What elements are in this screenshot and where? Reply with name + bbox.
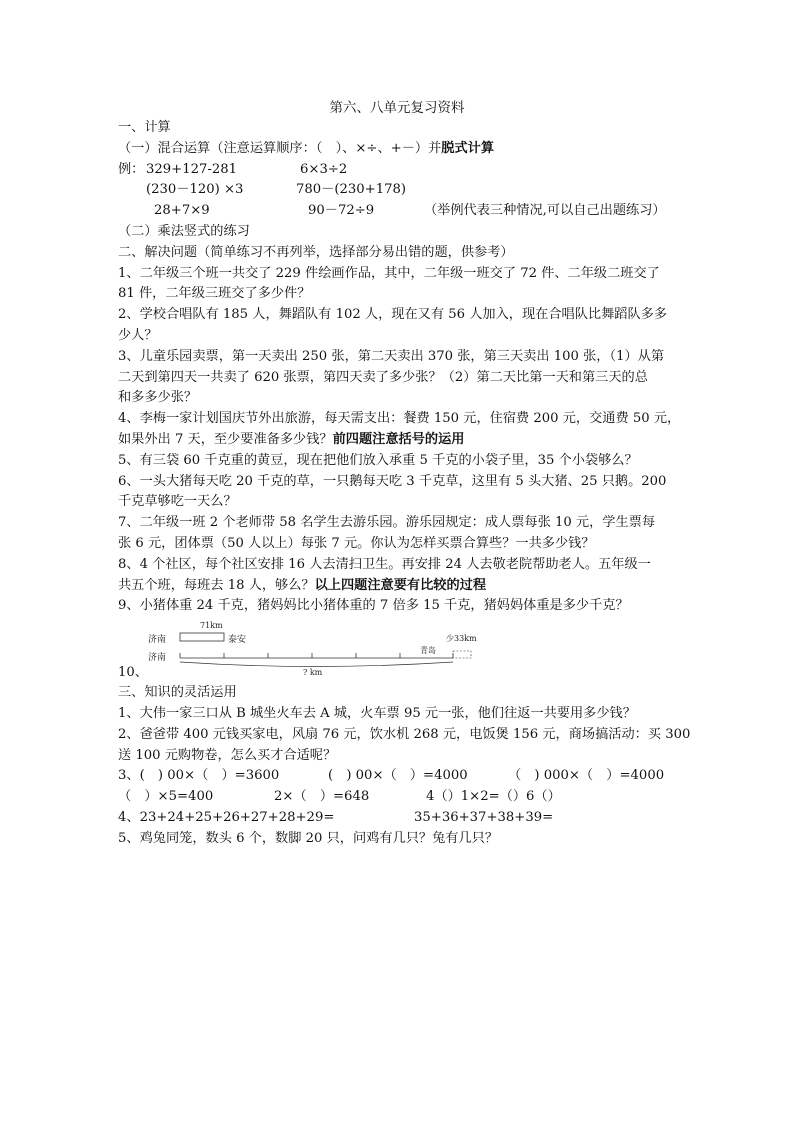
q3-item-5: 2×（ ）=648 (274, 789, 370, 805)
problem-6b: 千克草够吃一天么？ (118, 494, 237, 510)
q3-item-3: （ ) 000×（ ）=4000 (508, 768, 665, 784)
problem-10-diagram (118, 617, 678, 679)
label-total-km: ? km (303, 668, 323, 678)
q2b: 送 100 元购物卷，怎么买才合适呢？ (118, 747, 337, 763)
example-label: 例： (118, 161, 145, 177)
problem-6a: 6、一头大猪每天吃 20 千克的草，一只鹅每天吃 3 千克草，这里有 5 头大猪、25 只鹅。200 (118, 473, 667, 489)
example-4: 780－(230+178) (296, 182, 407, 198)
label-less-33km: 少33km (446, 634, 477, 644)
example-note: （举例代表三种情况,可以自己出题练习） (424, 203, 666, 219)
problem-4b (118, 430, 678, 451)
q3-row-2 (118, 787, 678, 808)
label-jinan-bottom: 济南 (148, 653, 167, 664)
problem-1a: 1、二年级三个班一共交了 229 件绘画作品，其中，二年级一班交了 72 件、二年级二班交了 (118, 265, 660, 281)
problem-8b-note: 以上四题注意要有比较的过程 (314, 577, 487, 593)
segment-less-33km (453, 651, 471, 658)
q3-item-2: ( ) 00×（ ）=4000 (328, 768, 468, 784)
q4-item-1: 4、23+24+25+26+27+28+29= (118, 809, 335, 825)
label-qingdao: 青岛 (420, 646, 436, 656)
problem-4b-text: 如果外出 7 天，至少要准备多少钱？ (118, 431, 333, 447)
problem-4b-note: 前四题注意括号的运用 (332, 431, 465, 447)
section-1-heading: 一、计算 (118, 120, 171, 135)
q3-item-6: 4（）1×2=（）6（） (426, 789, 561, 805)
q4-row (118, 808, 678, 829)
q3-row-1 (118, 766, 678, 787)
label-jinan-top: 济南 (148, 635, 167, 646)
q3-item-1: 3、( ) 00×（ ）=3600 (118, 768, 280, 784)
brace-total (180, 662, 453, 667)
example-3: (230－120) ×3 (146, 182, 244, 198)
problem-7b: 张 6 元，团体票（50 人以上）每张 7 元。你认为怎样买票合算些？一共多少钱？ (118, 535, 595, 551)
problem-7a: 7、二年级一班 2 个老师带 58 名学生去游乐园。游乐园规定：成人票每张 10 元，学生票每 (118, 515, 656, 531)
problem-8a: 8、4 个社区，每个社区安排 16 人去清扫卫生。再安排 24 人去敬老院帮助老人。五年级一 (118, 556, 651, 572)
example-row-3 (118, 201, 678, 222)
problem-9: 9、小猪体重 24 千克，猪妈妈比小猪体重的 7 倍多 15 千克，猪妈妈体重是多少千克？ (118, 598, 629, 614)
q5: 5、鸡兔同笼，数头 6 个，数脚 20 只，问鸡有几只？兔有几只？ (118, 830, 499, 846)
problem-2b: 少人？ (118, 327, 158, 343)
problem-3c: 和多多少张？ (118, 390, 198, 406)
label-taian: 泰安 (228, 635, 247, 646)
doc-title: 第六、八单元复习资料 (329, 100, 465, 116)
sub1-text: （一）混合运算（注意运算顺序：（ ）、×÷、+－）并 (118, 140, 442, 156)
example-1: 329+127-281 (146, 161, 238, 177)
q3-item-4: （ ）×5=400 (118, 789, 214, 805)
section-2-heading: 二、解决问题（简单练习不再列举，选择部分易出错的题，供参考） (118, 244, 514, 260)
problem-2a: 2、学校合唱队有 185 人，舞蹈队有 102 人，现在又有 56 人加入，现在合唱队比舞蹈队多多 (118, 307, 668, 323)
sub1-bold: 脱式计算 (441, 140, 495, 156)
problem-10-label: 10、 (118, 665, 148, 681)
line-segment-diagram (148, 619, 488, 677)
problem-3b: 二天到第四天一共卖了 620 张票，第四天卖了多少张？（2）第二天比第一天和第三天的总 (118, 369, 648, 385)
problem-8b-text: 共五个班，每班去 18 人，够么？ (118, 577, 315, 593)
doc-body (118, 118, 691, 850)
problem-4a: 4、李梅一家计划国庆节外出旅游，每天需支出：餐费 150 元，住宿费 200 元，交通费 50 元， (118, 411, 681, 427)
label-71km: 71km (200, 621, 223, 631)
problem-5: 5、有三袋 60 千克重的黄豆，现在把他们放入承重 5 千克的小袋子里，35 个小袋够么？ (118, 452, 638, 468)
example-row-2 (118, 180, 678, 201)
sub1-line (118, 139, 678, 160)
example-6: 90－72÷9 (308, 203, 375, 219)
problem-1b: 81 件，二年级三班交了多少件？ (118, 286, 311, 302)
example-2: 6×3÷2 (300, 161, 348, 177)
example-row-1 (118, 160, 678, 181)
segment-jinan-taian (180, 633, 224, 641)
problem-8b (118, 576, 678, 597)
example-5: 28+7×9 (154, 203, 210, 219)
sub2-line: （二）乘法竖式的练习 (118, 223, 250, 239)
problem-3a: 3、儿童乐园卖票，第一天卖出 250 张，第二天卖出 370 张，第三天卖出 100 张，（1）从第 (118, 348, 665, 364)
q2a: 2、爸爸带 400 元钱买家电，风扇 76 元，饮水机 268 元，电饭煲 156 元，商场搞活动：买 300 (118, 726, 691, 742)
q4-item-2: 35+36+37+38+39= (414, 809, 554, 825)
q1: 1、大伟一家三口从 B 城坐火车去 A 城，火车票 95 元一张，他们往返一共要用多少钱？ (118, 705, 636, 721)
section-3-heading: 三、知识的灵活运用 (118, 685, 237, 701)
